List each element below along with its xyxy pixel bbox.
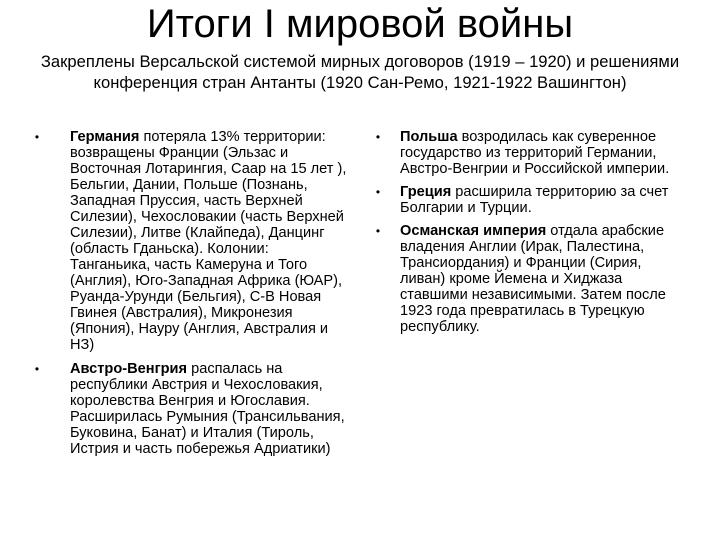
- slide-subtitle: Закреплены Версальской системой мирных договоров (1919 – 1920) и решениями конференция стран Антанты (1920 Сан-Ремо, 1921-1922 Вашингтон): [40, 52, 680, 92]
- list-item-austria-hungary: [31, 361, 351, 457]
- country-name: Польша: [400, 129, 458, 145]
- list-item-greece: [372, 184, 672, 216]
- bullet-icon: •: [34, 130, 40, 144]
- bullet-icon: •: [375, 224, 381, 238]
- country-name: Греция: [400, 184, 452, 200]
- item-text: отдала арабские владения Англии (Ирак, Палестина, Трансиордания) и Франции (Сирия, ливан) кроме Йемена и Хиджаза ставшими независимыми. Затем после 1923 года превратилась в Турецкую республику.: [400, 223, 666, 335]
- list-item-ottoman-empire: [372, 223, 672, 335]
- list-item-poland: [372, 129, 672, 177]
- country-name: Германия: [70, 129, 140, 145]
- item-text: распалась на республики Австрия и Чехословакия, королевства Венгрия и Югославия. Расширилась Румыния (Трансильвания, Буковина, Банат) и Италия (Тироль, Истрия и часть побережья Адриатики): [70, 361, 345, 457]
- bullet-icon: •: [375, 130, 381, 144]
- right-column-list: [372, 129, 672, 342]
- list-item-germany: [31, 129, 351, 353]
- item-text: возродилась как суверенное государство из территорий Германии, Австро-Венгрии и Российской империи.: [400, 129, 670, 177]
- item-text: расширила территорию за счет Болгарии и Турции.: [400, 184, 669, 216]
- item-text: потеряла 13% территории: возвращены Франции (Эльзас и Восточная Лотарингия, Саар на 15 лет ), Бельгии, Дании, Польше (Познань, Западная Пруссия, часть Верхней Силезии), Чехословакии (часть Верхней Силезии), Литве (Клайпеда), Данцинг (область Гданьска). Колонии: Танганьика, часть Камеруна и Того (Англия), Юго-Западная Африка (ЮАР), Руанда-Урунди (Бельгия), С-В Новая Гвинея (Австралия), Микронезия (Япония), Науру (Англия, Австралия и НЗ): [70, 129, 347, 353]
- country-name: Австро-Венгрия: [70, 361, 188, 377]
- bullet-icon: •: [34, 362, 40, 376]
- slide-title: Итоги I мировой войны: [146, 2, 574, 46]
- country-name: Османская империя: [400, 223, 547, 239]
- bullet-icon: •: [375, 185, 381, 199]
- left-column-list: [31, 129, 351, 465]
